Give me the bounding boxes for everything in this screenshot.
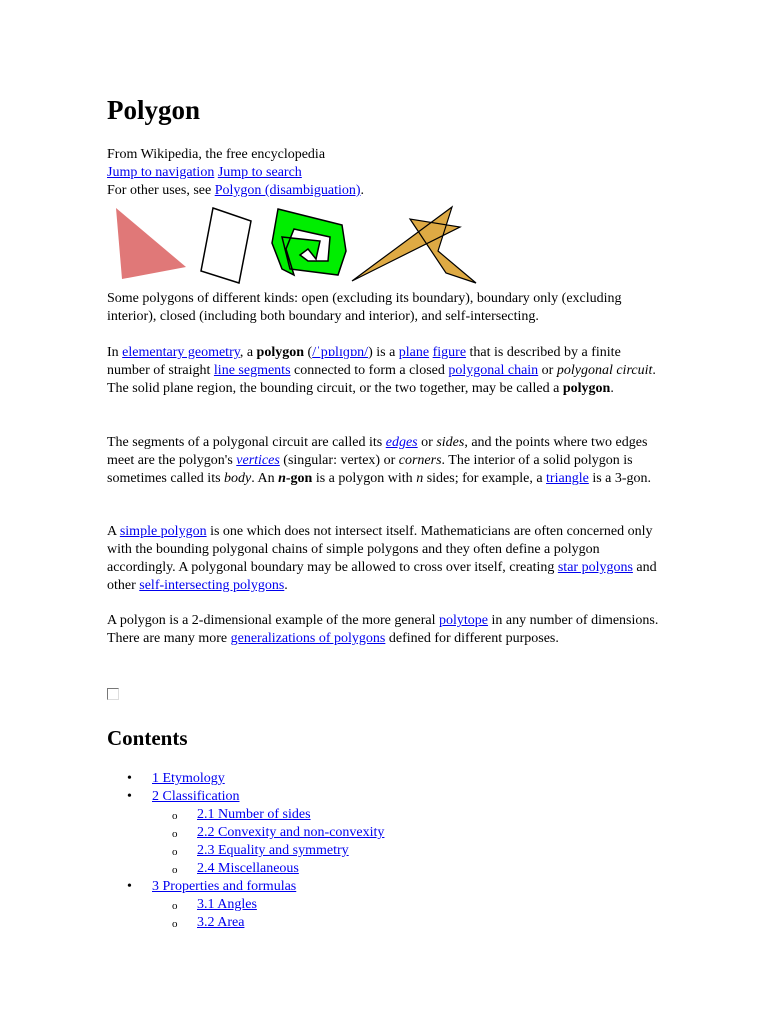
term-polygon-2: polygon (562, 381, 611, 396)
contents-heading: Contents (107, 726, 188, 750)
edges-link[interactable]: edges (385, 435, 418, 450)
toc-link[interactable]: 3 Properties and formulas (152, 879, 297, 894)
self-intersecting-polygons-link[interactable]: self-intersecting polygons (139, 578, 285, 593)
open-polygon-shape (116, 208, 186, 279)
polygon-types-figure[interactable] (110, 203, 480, 285)
page-title: Polygon (107, 95, 201, 125)
plane-link[interactable]: plane (398, 345, 430, 360)
toc-link[interactable]: 3.1 Angles (197, 897, 257, 912)
hatnote-prefix: For other uses, see (107, 183, 215, 198)
disambiguation-link[interactable]: Polygon (disambiguation) (214, 183, 361, 198)
toc-link[interactable]: 1 Etymology (152, 771, 225, 786)
intro-paragraph-3: A simple polygon is one which does not intersect itself. Mathematicians are often concerned only with the bounding polygonal chains of simple polygons and they often define a polygon accordingly. A polygonal boundary may be allowed to cross over itself, creating star polygons and other self-intersecting polygons. (107, 524, 657, 593)
toc-toggle-checkbox[interactable] (107, 688, 119, 700)
intro-paragraph-4: A polygon is a 2-dimensional example of the more general polytope in any number of dimensions. There are many more generalizations of polygons defined for different purposes. (107, 613, 659, 646)
toc-link[interactable]: 2.2 Convexity and non-convexity (197, 825, 385, 840)
intro-paragraph-1: In elementary geometry, a polygon (/ˈpɒlɪɡɒn/) is a plane figure that is described by a finite number of straight line segments connected to form a closed polygonal chain or polygonal circuit. The solid plane region, the bounding circuit, or the two together, may be called a polygon. (107, 345, 656, 396)
self-intersecting-polygon-shape (352, 207, 476, 283)
term-polygon: polygon (256, 345, 305, 360)
star-polygons-link[interactable]: star polygons (557, 560, 633, 575)
polytope-link[interactable]: polytope (439, 613, 489, 628)
elementary-geometry-link[interactable]: elementary geometry (122, 345, 240, 360)
boundary-polygon-shape (201, 208, 251, 283)
tagline: From Wikipedia, the free encyclopedia (107, 147, 326, 162)
term-polygonal-circuit: polygonal circuit (556, 363, 653, 378)
toc-sub-bullet: o (172, 846, 178, 858)
figure-caption: Some polygons of different kinds: open (excluding its boundary), boundary only (excluding interior), closed (including both boundary and interior), and self-intersecting. (107, 291, 622, 324)
triangle-link[interactable]: triangle (546, 471, 589, 486)
hatnote-suffix: . (360, 183, 365, 198)
simple-polygon-link[interactable]: simple polygon (119, 524, 207, 539)
toc-bullet: • (127, 771, 132, 786)
intro-paragraph-2: The segments of a polygonal circuit are called its edges or sides, and the points where two edges meet are the polygon's vertices (singular: vertex) or corners. The interior of a solid polygon is sometimes called its body. An n-gon is a polygon with n sides; for example, a triangle is a 3-gon. (107, 435, 652, 486)
toc-sub-bullet: o (172, 810, 178, 822)
jump-links (107, 164, 302, 182)
toc-link[interactable]: 2.4 Miscellaneous (197, 861, 299, 876)
ipa-pronunciation-link[interactable]: /ˈpɒlɪɡɒn/ (312, 345, 369, 360)
toc-bullet: • (127, 879, 132, 894)
hatnote (107, 182, 364, 200)
toc-link[interactable]: 2.1 Number of sides (197, 807, 311, 822)
jump-to-search-link[interactable]: Jump to search (217, 165, 302, 180)
line-segments-link[interactable]: line segments (213, 363, 291, 378)
generalizations-of-polygons-link[interactable]: generalizations of polygons (230, 631, 386, 646)
toc-link[interactable]: 2 Classification (152, 789, 240, 804)
toc-sub-bullet: o (172, 864, 178, 876)
jump-to-navigation-link[interactable]: Jump to navigation (107, 165, 215, 180)
toc-link[interactable]: 2.3 Equality and symmetry (197, 843, 349, 858)
toc-sub-bullet: o (172, 828, 178, 840)
vertices-link[interactable]: vertices (236, 453, 280, 468)
toc-sub-bullet: o (172, 900, 178, 912)
figure-link[interactable]: figure (432, 345, 467, 360)
polygonal-chain-link[interactable]: polygonal chain (448, 363, 539, 378)
toc-bullet: • (127, 789, 132, 804)
term-n-gon: n-gon (278, 471, 313, 486)
closed-polygon-shape (272, 209, 346, 275)
toc-link[interactable]: 3.2 Area (197, 915, 245, 930)
toc-sub-bullet: o (172, 918, 178, 930)
